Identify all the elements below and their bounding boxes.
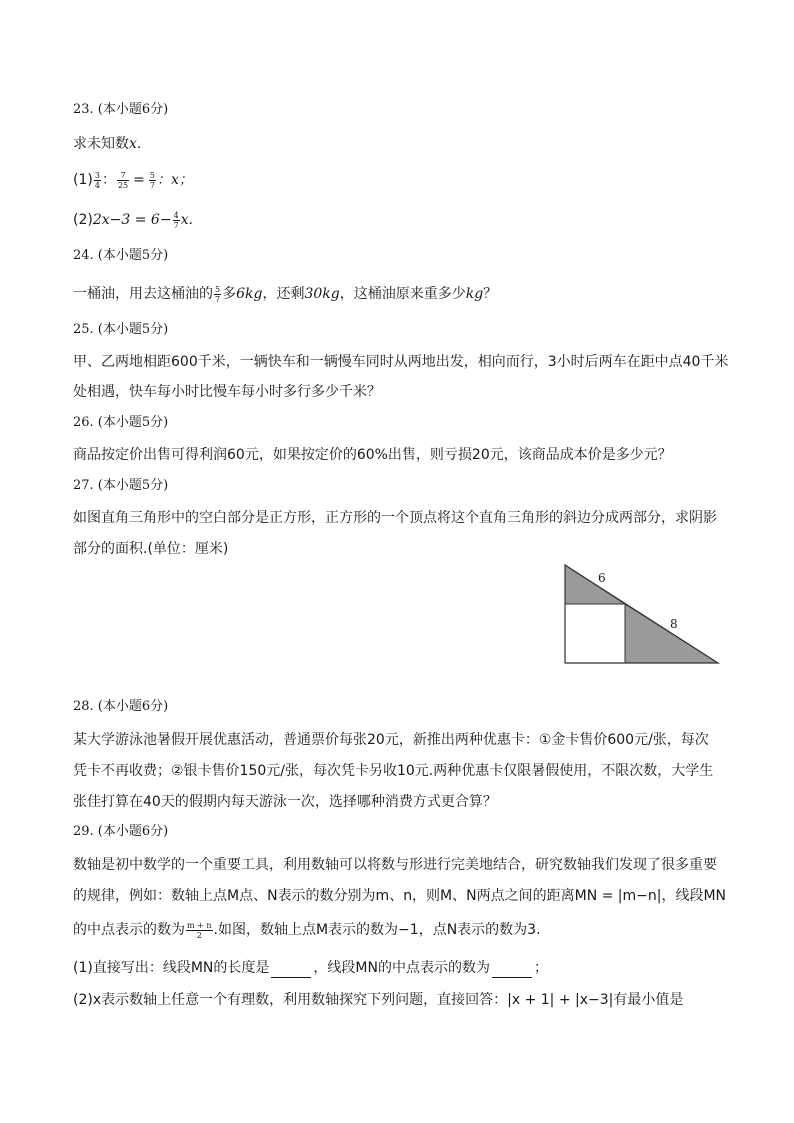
q23-part1 <box>73 170 733 190</box>
q23-p2-tail: x. <box>180 212 194 228</box>
q28-header: 28. (本小题6分) <box>73 699 169 714</box>
q24-text-3: ，还剩 <box>262 286 305 302</box>
q24-body <box>73 284 733 304</box>
q23-p1-tail: ：x； <box>156 172 193 188</box>
q24-text-2: 多 <box>222 286 237 302</box>
q27-line-1: 如图直角三角形中的空白部分是正方形，正方形的一个顶点将这个直角三角形的斜边分成两部分，求阴影 <box>73 510 717 526</box>
q23-p1-eq: = <box>133 172 145 188</box>
q23-stem-text: 求未知数 <box>73 136 129 152</box>
q29-line-1: 数轴是初中数学的一个重要工具，利用数轴可以将数与形进行完美地结合，研究数轴我们发现了很多重要 <box>73 857 717 873</box>
q24-header: 24. (本小题5分) <box>73 248 169 263</box>
q29-line-4 <box>73 958 733 978</box>
q27-line-2: 部分的面积.(单位：厘米) <box>73 541 229 557</box>
q29-frac: $\frac{m + n}{2}$ <box>187 920 212 940</box>
q29-line-4-c: ； <box>533 960 548 976</box>
q29-header: 29. (本小题6分) <box>73 824 169 839</box>
q23-p2-expr: 2x−3 = 6− <box>92 212 172 228</box>
q23-header: 23. (本小题6分) <box>73 102 169 117</box>
label-8: 8 <box>670 617 678 631</box>
q27-header: 27. (本小题5分) <box>73 478 169 493</box>
q25-line-1: 甲、乙两地相距600千米，一辆快车和一辆慢车同时从两地出发，相向而行，3小时后两车在距中点40千米 <box>73 354 729 370</box>
q23-p1-frac-b: $\frac{7}{25}$ <box>117 170 129 190</box>
label-6: 6 <box>598 571 606 585</box>
q24-frac: $\frac{5}{7}$ <box>215 284 221 304</box>
q24-math-2: 30kg <box>304 286 340 302</box>
q23-p1-colon: ： <box>101 172 116 188</box>
q29-line-5: (2)x表示数轴上任意一个有理数，利用数轴探究下列问题，直接回答：|x + 1| + |x−3|有最小值是 <box>73 992 684 1008</box>
q28-line-1: 某大学游泳池暑假开展优惠活动，普通票价每张20元，新推出两种优惠卡：①金卡售价600元/张，每次 <box>73 732 709 748</box>
q23-part2 <box>73 210 733 230</box>
q24-text-4: ，这桶油原来重多少 <box>339 286 466 302</box>
q26-header: 26. (本小题5分) <box>73 415 169 430</box>
q24-text-1: 一桶油，用去这桶油的 <box>73 286 213 302</box>
q23-period: . <box>136 136 142 152</box>
q23-p1-frac-a: $\frac{3}{4}$ <box>94 170 100 190</box>
q23-stem <box>73 134 733 154</box>
q23-var: x <box>129 136 137 152</box>
q27-triangle-figure <box>560 560 724 670</box>
q24-math-1: 6kg <box>236 286 263 302</box>
q23-p1-frac-c: $\frac{5}{7}$ <box>149 170 155 190</box>
q29-line-3-b: .如图，数轴上点M表示的数为−1，点N表示的数为3. <box>213 922 541 938</box>
q28-line-3: 张佳打算在40天的假期内每天游泳一次，选择哪种消费方式更合算？ <box>73 794 497 810</box>
q23-p2-label: (2) <box>73 212 93 228</box>
answer-blank-2[interactable] <box>492 963 532 978</box>
q25-header: 25. (本小题5分) <box>73 322 169 337</box>
q29-line-3-a: 的中点表示的数为 <box>73 922 185 938</box>
q26-line-1: 商品按定价出售可得利润60元，如果按定价的60%出售，则亏损20元，该商品成本价是多少元？ <box>73 447 672 463</box>
answer-blank-1[interactable] <box>271 963 311 978</box>
white-square <box>565 604 625 663</box>
q25-line-2: 处相遇，快车每小时比慢车每小时多行多少千米？ <box>73 384 381 400</box>
q24-math-3: kg <box>465 286 484 302</box>
q28-line-2: 凭卡不再收费；②银卡售价150元/张，每次凭卡另收10元.两种优惠卡仅限暑假使用，不限次数，大学生 <box>73 763 714 779</box>
q29-line-4-a: (1)直接写出：线段MN的长度是 <box>73 960 270 976</box>
q23-p2-frac: $\frac{4}{7}$ <box>173 210 179 230</box>
q29-line-2: 的规律，例如：数轴上点M点、N表示的数分别为m、n，则M、N两点之间的距离MN = |m−n|，线段MN <box>73 888 727 904</box>
q29-line-4-b: ，线段MN的中点表示的数为 <box>313 960 490 976</box>
q24-text-5: ？ <box>483 286 498 302</box>
q23-p1-label: (1) <box>73 172 93 188</box>
q29-line-3 <box>73 920 733 940</box>
